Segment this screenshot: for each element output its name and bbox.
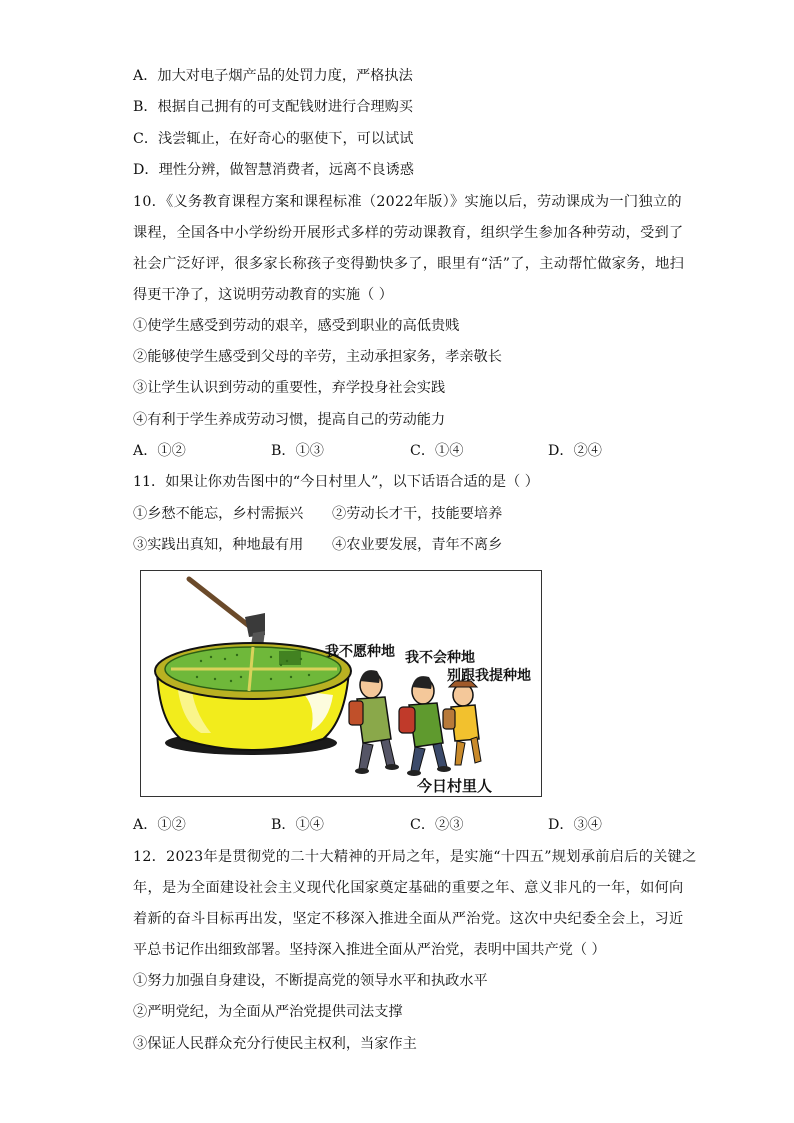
q10-stem-line: 社会广泛好评，很多家长称孩子变得勤快多了，眼里有“活”了，主动帮忙做家务，地扫 (133, 256, 685, 272)
cartoon-caption: 今日村里人 (417, 777, 493, 795)
q12-item-3: ③保证人民群众充分行使民主权利，当家作主 (133, 1036, 417, 1052)
speech-bubble-1: 我不愿种地 (325, 644, 395, 660)
q11-choice-a: A．①② (133, 817, 186, 833)
q11-choice-c: C．②③ (410, 817, 464, 833)
q10-item-1: ①使学生感受到劳动的艰辛，感受到职业的高低贵贱 (133, 318, 460, 334)
q12-stem-line: 着新的奋斗目标再出发，坚定不移深入推进全面从严治党。这次中央纪委全会上，习近 (133, 911, 684, 927)
q10-choice-d: D．②④ (548, 443, 602, 459)
q9-option-d: D．理性分辨，做智慧消费者，远离不良诱惑 (133, 162, 414, 178)
q9-option-a: A．加大对电子烟产品的处罚力度，严格执法 (133, 68, 413, 84)
q10-stem-line: 10．《义务教育课程方案和课程标准（2022年版）》实施以后，劳动课成为一门独立的 (133, 194, 682, 210)
q12-item-1: ①努力加强自身建设，不断提高党的领导水平和执政水平 (133, 973, 488, 989)
q10-choice-c: C．①④ (410, 443, 464, 459)
q10-stem-line: 课程，全国各中小学纷纷开展形式多样的劳动课教育，组织学生参加各种劳动，受到了 (133, 225, 684, 241)
q9-option-b: B．根据自己拥有的可支配钱财进行合理购买 (133, 99, 413, 115)
q11-stem: 11．如果让你劝告图中的“今日村里人”，以下话语合适的是（ ） (133, 474, 539, 490)
villager-3-icon (443, 681, 481, 765)
q10-item-2: ②能够使学生感受到父母的辛劳，主动承担家务，孝亲敬长 (133, 349, 502, 365)
q11-choice-b: B．①④ (271, 817, 324, 833)
q11-item-3: ③实践出真知，种地最有用 (133, 537, 304, 553)
villager-1-icon (349, 670, 399, 774)
speech-bubble-2: 我不会种地 (405, 650, 475, 666)
q12-stem-line: 12．2023年是贯彻党的二十大精神的开局之年，是实施“十四五”规划承前启后的关键之 (133, 849, 697, 865)
q9-option-c: C．浅尝辄止，在好奇心的驱使下，可以试试 (133, 131, 414, 147)
q12-item-2: ②严明党纪，为全面从严治党提供司法支撑 (133, 1004, 403, 1020)
q10-item-4: ④有利于学生养成劳动习惯，提高自己的劳动能力 (133, 412, 446, 428)
hoe-icon (189, 579, 265, 647)
q10-choice-b: B．①③ (271, 443, 324, 459)
q10-item-3: ③让学生认识到劳动的重要性，弃学投身社会实践 (133, 380, 446, 396)
q11-item-4: ④农业要发展，青年不离乡 (332, 537, 503, 553)
q12-stem-line: 平总书记作出细致部署。坚持深入推进全面从严治党，表明中国共产党（ ） (133, 942, 606, 958)
q12-stem-line: 年，是为全面建设社会主义现代化国家奠定基础的重要之年、意义非凡的一年，如何向 (133, 880, 684, 896)
q11-choice-d: D．③④ (548, 817, 602, 833)
speech-bubble-3: 别跟我提种地 (447, 668, 531, 684)
q10-stem-line: 得更干净了，这说明劳动教育的实施（ ） (133, 287, 393, 303)
q10-choice-a: A．①② (133, 443, 186, 459)
field-bowl-icon (155, 643, 351, 755)
q11-item-1: ①乡愁不能忘，乡村需振兴 (133, 506, 304, 522)
cartoon-figure (140, 570, 542, 797)
q11-item-2: ②劳动长才干，技能要培养 (332, 506, 503, 522)
